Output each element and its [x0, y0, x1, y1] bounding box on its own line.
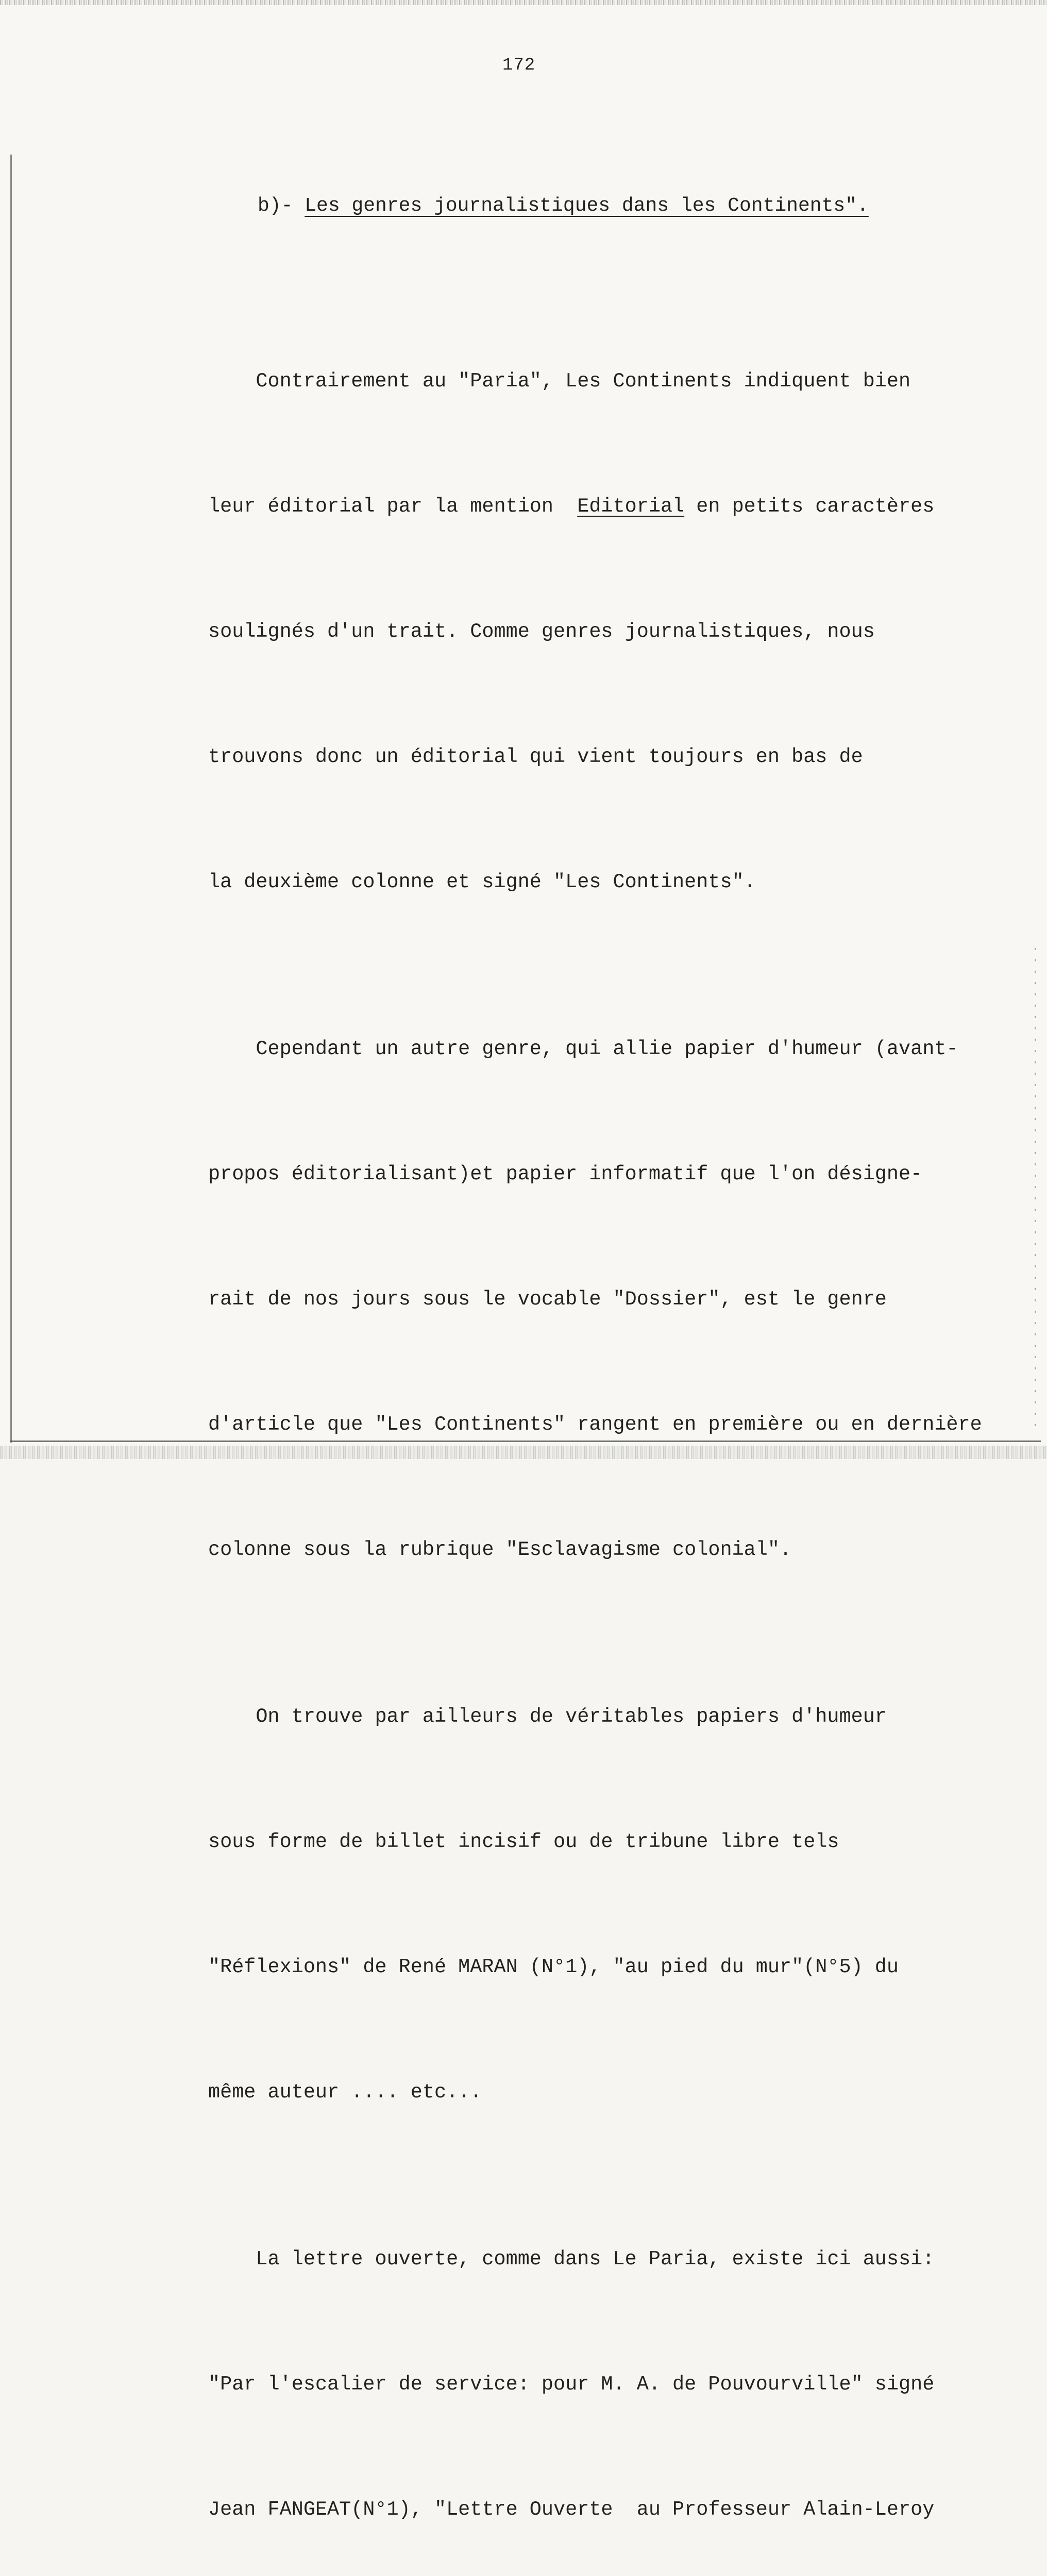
section-heading — [258, 195, 869, 217]
text-line: "Réflexions" de René MARAN (N°1), "au pied du mur"(N°5) du — [208, 1956, 899, 1978]
text-line: même auteur .... etc... — [208, 2081, 482, 2104]
text-line: d'article que "Les Continents" rangent en première ou en dernière — [208, 1413, 982, 1436]
text-line: Jean FANGEAT(N°1), "Lettre Ouverte au Professeur Alain-Leroy — [208, 2498, 935, 2521]
text-line: Cependant un autre genre, qui allie papier d'humeur (avant- — [208, 1038, 958, 1060]
text-line: Contrairement au "Paria", Les Continents indiquent bien — [208, 370, 911, 393]
text-line: la deuxième colonne et signé "Les Continents". — [208, 871, 756, 893]
text-line: colonne sous la rubrique "Esclavagisme colonial". — [208, 1538, 792, 1561]
text-line: rait de nos jours sous le vocable "Dossier", est le genre — [208, 1288, 887, 1311]
scan-left-border — [10, 155, 12, 1443]
text-span: leur éditorial par la mention — [208, 495, 578, 518]
heading-prefix: b)- — [258, 195, 305, 217]
text-line: sous forme de billet incisif ou de tribune libre tels — [208, 1831, 839, 1853]
text-span: en petits caractères — [684, 495, 935, 518]
text-line: propos éditorialisant)et papier informatif que l'on désigne- — [208, 1163, 923, 1185]
text-line: "Par l'escalier de service: pour M. A. de Pouvourville" signé — [208, 2373, 935, 2396]
scan-top-edge — [0, 0, 1047, 5]
heading-title: Les genres journalistiques dans les Continents". — [305, 195, 869, 217]
text-line — [208, 486, 1022, 528]
text-line: trouvons donc un éditorial qui vient toujours en bas de — [208, 745, 863, 768]
text-line: soulignés d'un trait. Comme genres journalistiques, nous — [208, 620, 875, 643]
text-line: On trouve par ailleurs de véritables papiers d'humeur — [208, 1705, 887, 1728]
underlined-word: Editorial — [577, 495, 685, 518]
page-number: 172 — [502, 56, 536, 75]
scan-right-marks — [1035, 948, 1036, 1427]
text-line: La lettre ouverte, comme dans Le Paria, existe ici aussi: — [208, 2248, 935, 2270]
body-text — [208, 277, 1022, 2576]
